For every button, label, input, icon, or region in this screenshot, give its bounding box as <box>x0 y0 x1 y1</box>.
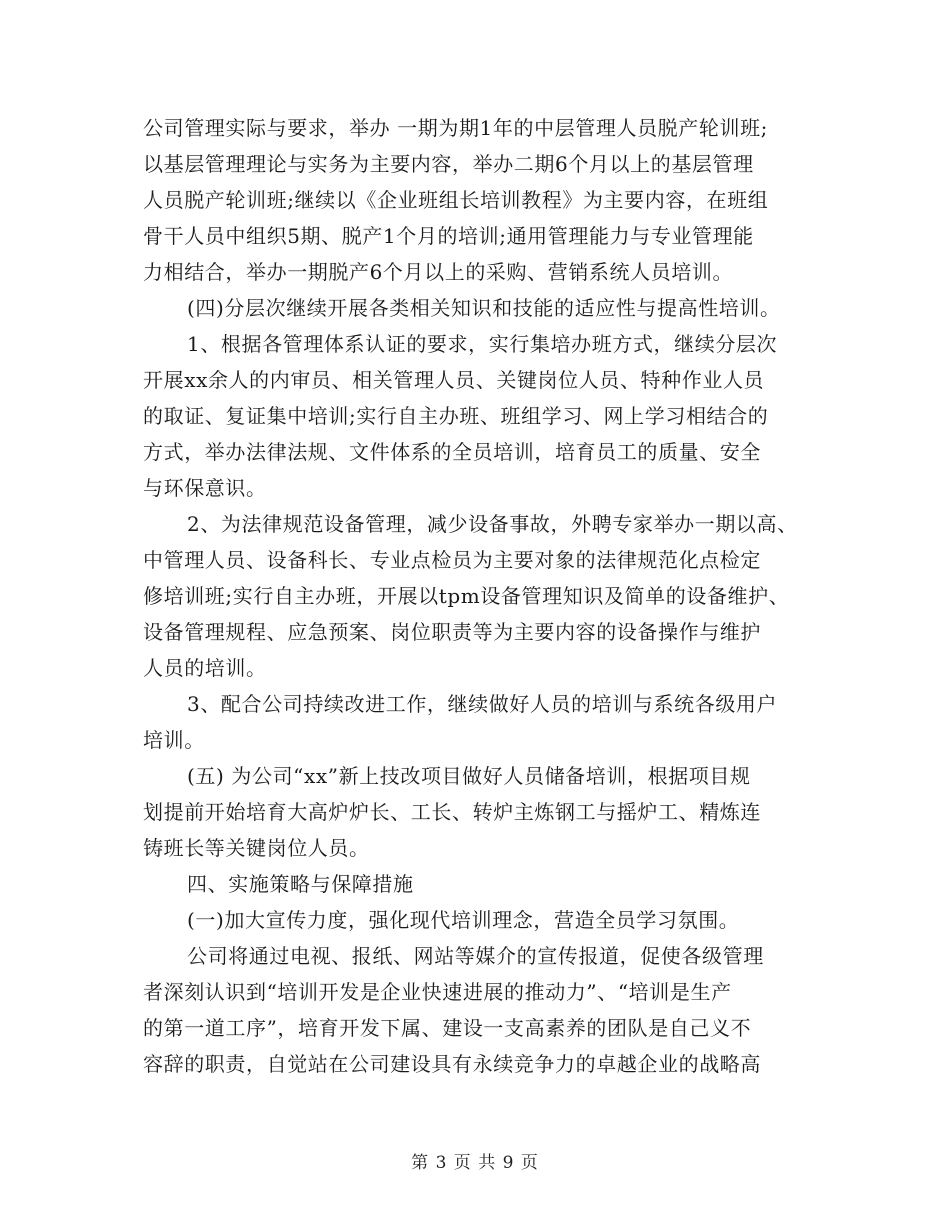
text-line: 的取证、复证集中培训;实行自主办班、班组学习、网上学习相结合的 <box>143 404 769 428</box>
text-line: 以基层管理理论与实务为主要内容，举办二期6个月以上的基层管理 <box>143 152 754 176</box>
text-line: 方式，举办法律法规、文件体系的全员培训，培育员工的质量、安全 <box>143 440 761 464</box>
text-line: 开展xx余人的内审员、相关管理人员、关键岗位人员、特种作业人员 <box>143 368 765 392</box>
text-line: 1、根据各管理体系认证的要求，实行集培办班方式，继续分层次 <box>187 332 778 356</box>
text-line: 铸班长等关键岗位人员。 <box>143 836 370 860</box>
section-heading: (一)加大宣传力度，强化现代培训理念，营造全员学习氛围。 <box>187 908 740 932</box>
text-line: 人员的培训。 <box>143 656 267 680</box>
text-line: 力相结合，举办一期脱产6个月以上的采购、营销系统人员培训。 <box>143 260 734 284</box>
text-line: 骨干人员中组织5期、脱产1个月的培训;通用管理能力与专业管理能 <box>143 224 754 248</box>
text-line: 中管理人员、设备科长、专业点检员为主要对象的法律规范化点检定 <box>143 548 761 572</box>
text-line: 容辞的职责，自觉站在公司建设具有永续竞争力的卓越企业的战略高 <box>143 1052 761 1076</box>
text-line: 与环保意识。 <box>143 476 267 500</box>
chapter-heading: 四、实施策略与保障措施 <box>187 872 414 896</box>
page-number: 第 3 页 共 9 页 <box>411 1153 539 1173</box>
text-line: 的第一道工序”，培育开发下属、建设一支高素养的团队是自己义不 <box>143 1016 752 1040</box>
text-line: 培训。 <box>143 728 205 752</box>
text-line: 公司将通过电视、报纸、网站等媒介的宣传报道，促使各级管理 <box>187 944 764 968</box>
text-line: 公司管理实际与要求，举办 一期为期1年的中层管理人员脱产轮训班; <box>143 116 769 140</box>
text-line: 设备管理规程、应急预案、岗位职责等为主要内容的设备操作与维护 <box>143 620 761 644</box>
section-heading: (四)分层次继续开展各类相关知识和技能的适应性与提高性培训。 <box>187 296 781 320</box>
text-line: 者深刻认识到“培训开发是企业快速进展的推动力”、“培训是生产 <box>143 980 732 1004</box>
text-line: 修培训班;实行自主办班，开展以tpm设备管理知识及简单的设备维护、 <box>143 584 790 608</box>
text-line: 人员脱产轮训班;继续以《企业班组长培训教程》为主要内容，在班组 <box>143 188 769 212</box>
text-line: 3、配合公司持续改进工作，继续做好人员的培训与系统各级用户 <box>187 692 778 716</box>
text-line: 划提前开始培育大高炉炉长、工长、转炉主炼钢工与摇炉工、精炼连 <box>143 800 761 824</box>
section-heading: (五) 为公司“xx”新上技改项目做好人员储备培训，根据项目规 <box>187 764 751 788</box>
text-line: 2、为法律规范设备管理，减少设备事故，外聘专家举办一期以高、 <box>187 512 798 536</box>
